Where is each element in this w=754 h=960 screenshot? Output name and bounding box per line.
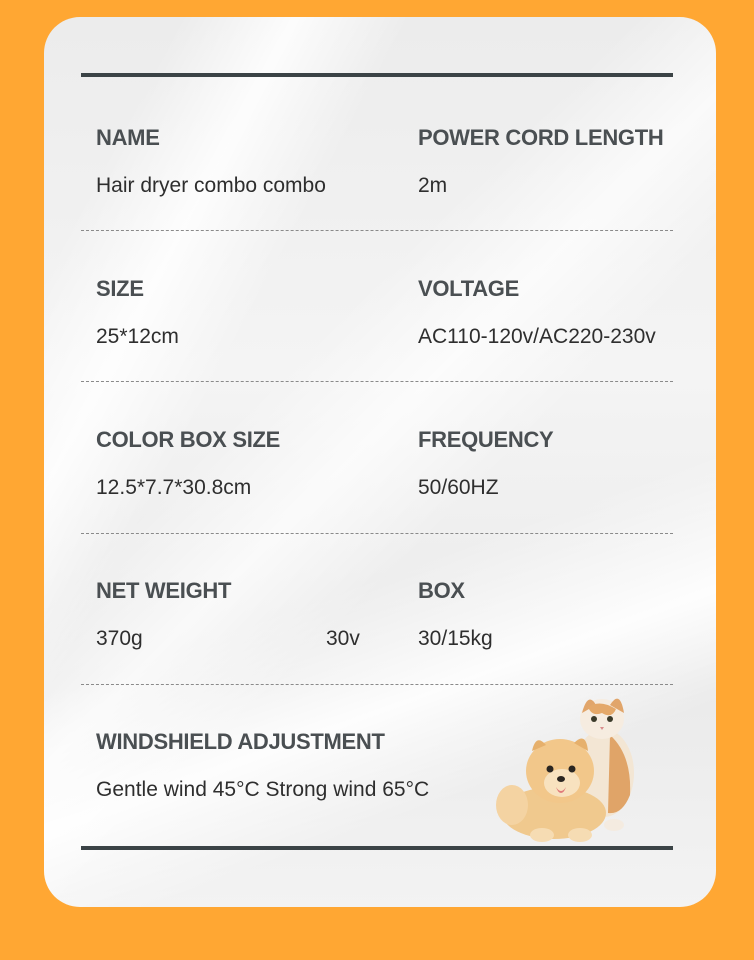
pets-illustration	[492, 685, 652, 845]
voltage-label: VOLTAGE	[418, 276, 519, 301]
frequency-value: 50/60HZ	[418, 476, 499, 499]
dog-paw-right	[568, 828, 592, 842]
size-label: SIZE	[96, 276, 144, 301]
net-weight-extra-value: 30v	[326, 627, 360, 650]
net-weight-value: 370g	[96, 627, 143, 650]
frequency-label: FREQUENCY	[418, 427, 554, 452]
voltage-value: AC110-120v/AC220-230v	[418, 325, 656, 348]
spec-card	[44, 17, 716, 907]
dog-nose	[557, 776, 565, 782]
name-label: NAME	[96, 125, 160, 150]
row-divider	[81, 230, 673, 231]
box-label: BOX	[418, 578, 465, 603]
cat-paw	[604, 819, 624, 831]
name-value: Hair dryer combo combo	[96, 174, 326, 197]
dog-tail	[496, 785, 528, 825]
box-value: 30/15kg	[418, 627, 493, 650]
net-weight-label: NET WEIGHT	[96, 578, 232, 603]
cat-eye-right	[607, 716, 613, 722]
windshield-adjustment-label: WINDSHIELD ADJUSTMENT	[96, 729, 385, 754]
power-cord-length-value: 2m	[418, 174, 448, 197]
size-value: 25*12cm	[96, 325, 179, 348]
top-divider	[81, 73, 673, 77]
cat-eye-left	[591, 716, 597, 722]
dog-eye-right	[569, 766, 576, 773]
dog-paw-left	[530, 828, 554, 842]
windshield-adjustment-value: Gentle wind 45°C Strong wind 65°C	[96, 778, 430, 801]
dog-eye-left	[547, 766, 554, 773]
power-cord-length-label: POWER CORD LENGTH	[418, 125, 664, 150]
row-divider	[81, 381, 673, 382]
bottom-divider	[81, 846, 673, 850]
color-box-size-value: 12.5*7.7*30.8cm	[96, 476, 252, 499]
row-divider	[81, 533, 673, 534]
color-box-size-label: COLOR BOX SIZE	[96, 427, 281, 452]
